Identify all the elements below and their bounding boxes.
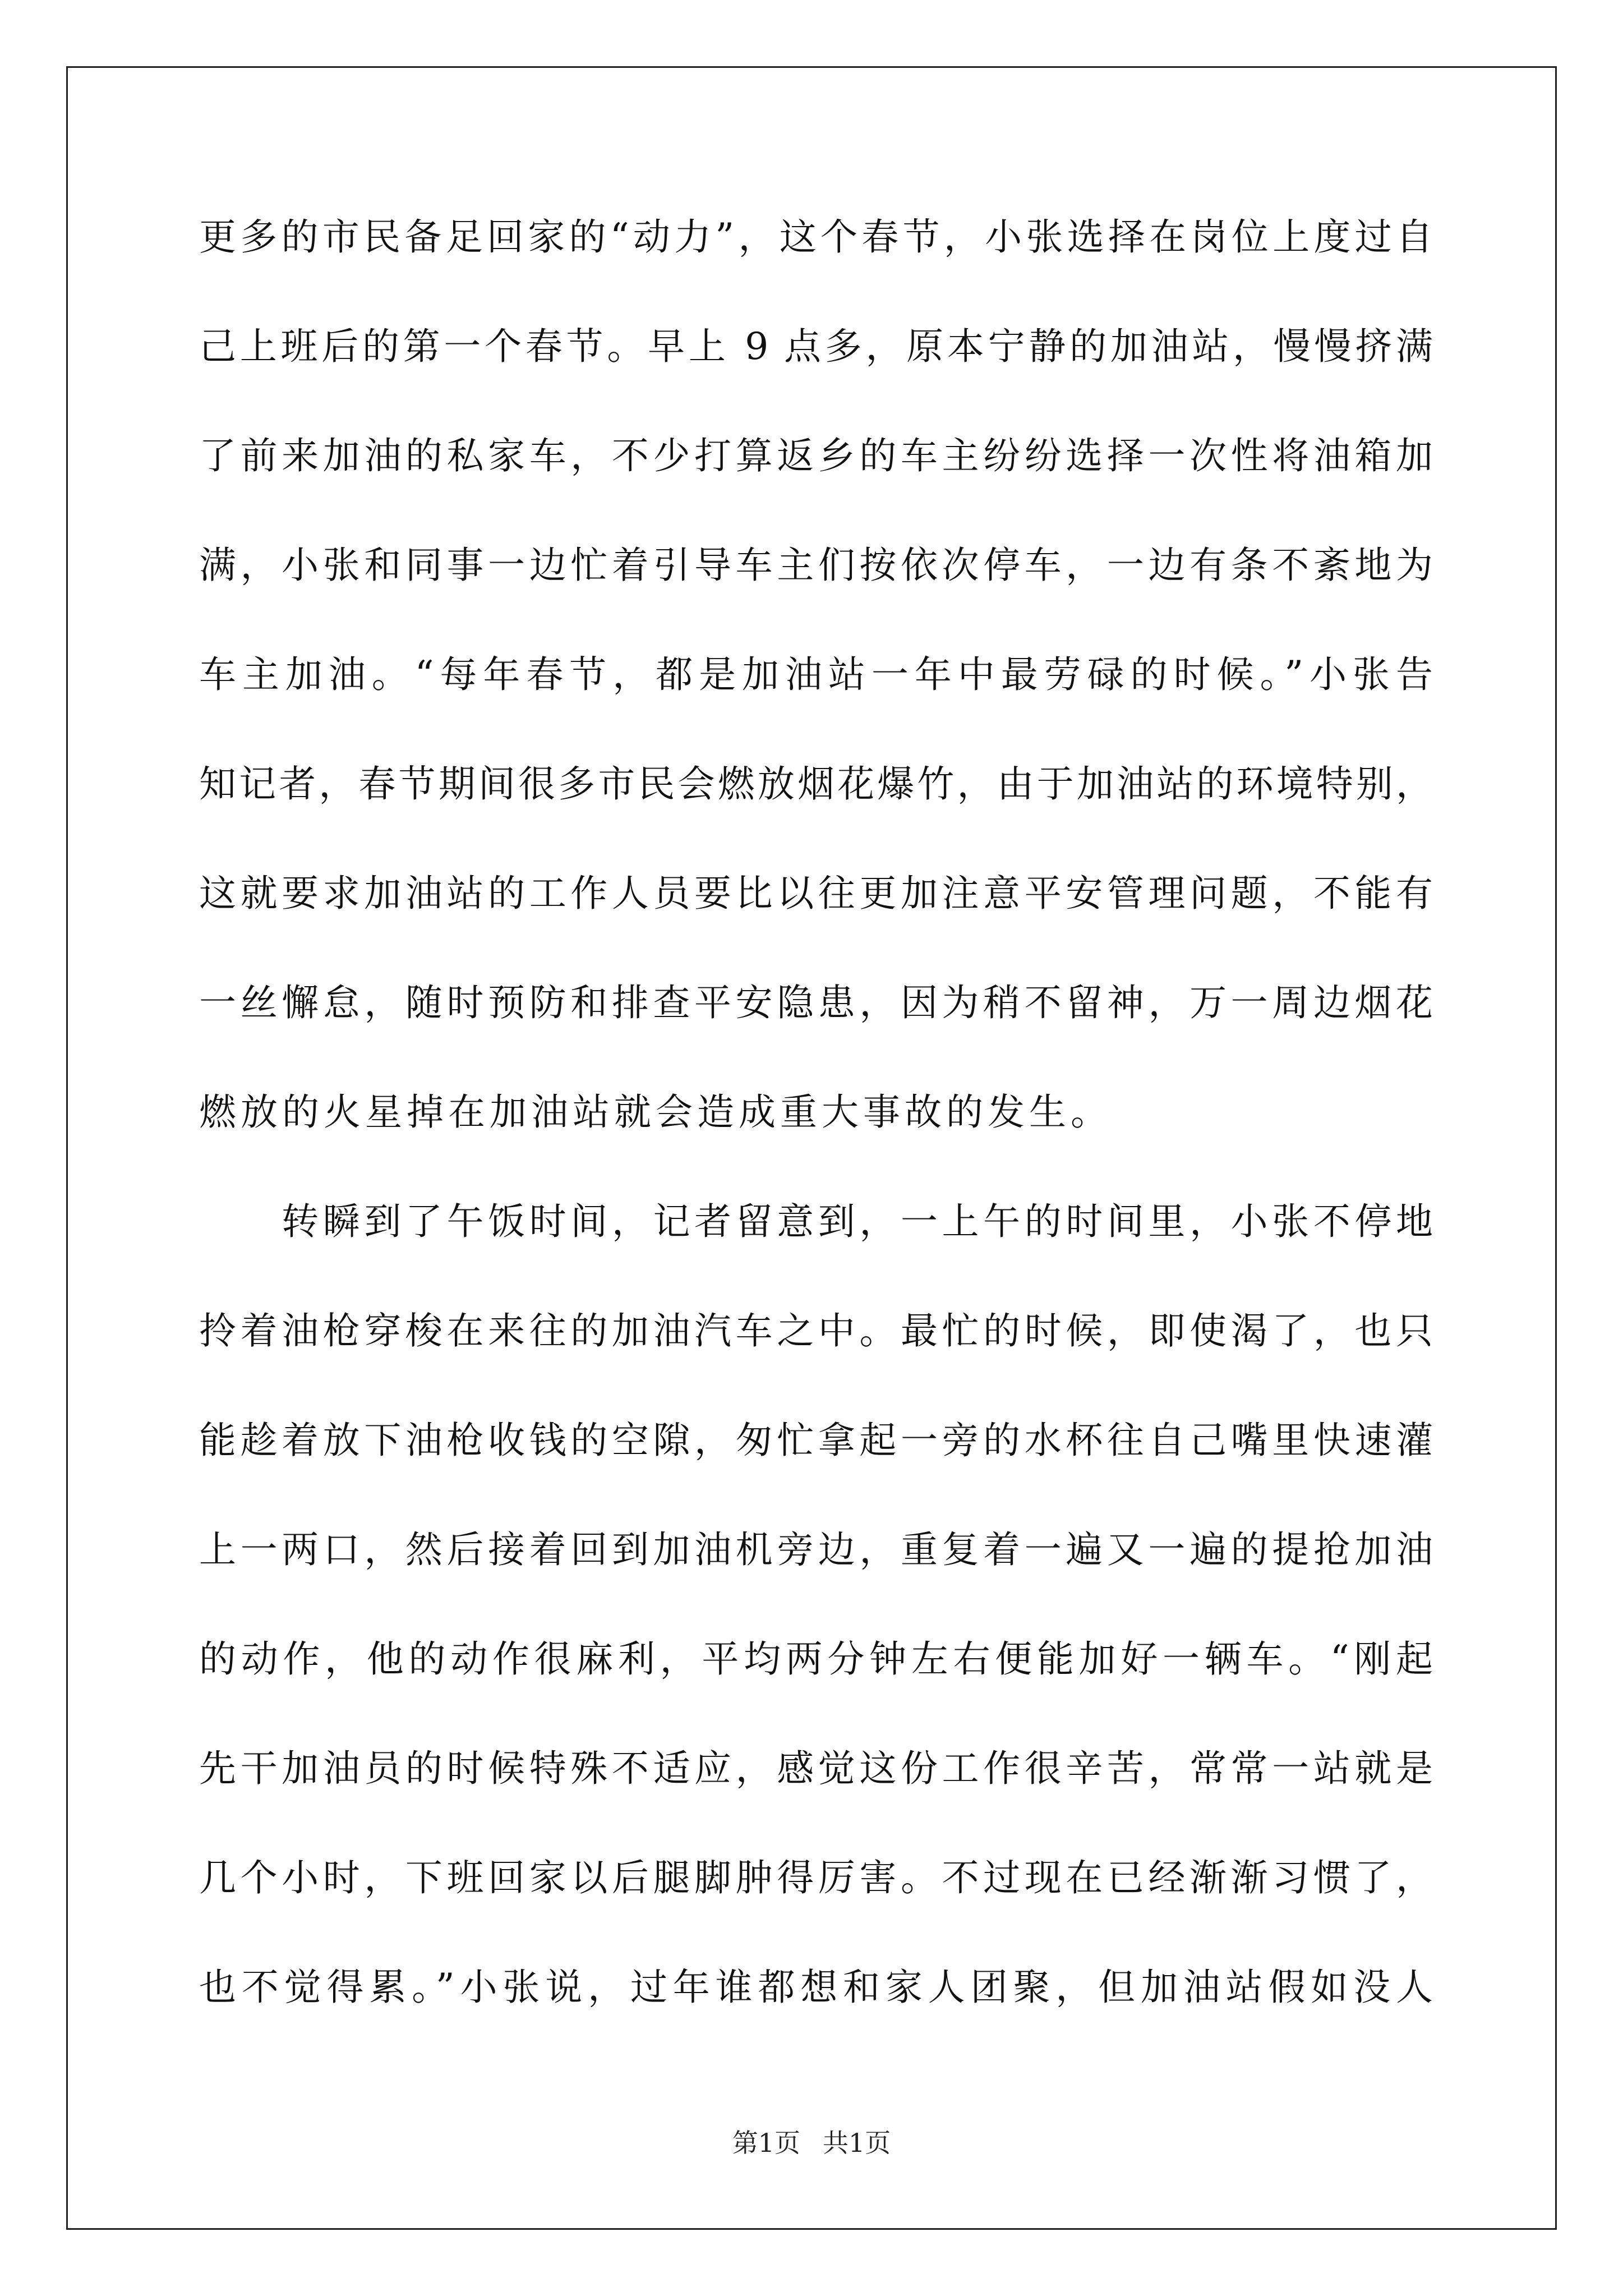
text-line: 这就要求加油站的工作人员要比以往更加注意平安管理问题，不能有	[199, 872, 1433, 915]
text-line: 满，小张和同事一边忙着引导车主们按依次停车，一边有条不紊地为	[199, 544, 1433, 587]
text-line: 转瞬到了午饭时间，记者留意到，一上午的时间里，小张不停地	[199, 1200, 1433, 1243]
text-line: 能趁着放下油枪收钱的空隙，匆忙拿起一旁的水杯往自己嘴里快速灌	[199, 1419, 1433, 1462]
text-line: 先干加油员的时候特殊不适应，感觉这份工作很辛苦，常常一站就是	[199, 1747, 1433, 1790]
text-line: 了前来加油的私家车，不少打算返乡的车主纷纷选择一次性将油箱加	[199, 434, 1433, 477]
text-line: 更多的市民备足回家的“动力”，这个春节，小张选择在岗位上度过自	[199, 215, 1433, 259]
text-line: 燃放的火星掉在加油站就会造成重大事故的发生。	[199, 1091, 1112, 1134]
text-line: 知记者，春节期间很多市民会燃放烟花爆竹，由于加油站的环境特别，	[199, 762, 1433, 806]
text-line: 的动作，他的动作很麻利，平均两分钟左右便能加好一辆车。“刚起	[199, 1637, 1433, 1681]
page-count: 共1页	[823, 2128, 891, 2158]
text-line: 己上班后的第一个春节。早上 9 点多，原本宁静的加油站，慢慢挤满	[199, 325, 1433, 368]
page-footer	[0, 2129, 1623, 2157]
page-number: 第1页	[732, 2128, 800, 2158]
text-line: 上一两口，然后接着回到加油机旁边，重复着一遍又一遍的提抢加油	[199, 1528, 1433, 1571]
text-line: 一丝懈怠，随时预防和排查平安隐患，因为稍不留神，万一周边烟花	[199, 981, 1433, 1024]
text-line: 几个小时，下班回家以后腿脚肿得厉害。不过现在已经渐渐习惯了，	[199, 1856, 1433, 1899]
document-body	[199, 215, 1433, 2077]
text-line: 车主加油。“每年春节，都是加油站一年中最劳碌的时候。”小张告	[199, 653, 1433, 696]
text-line: 拎着油枪穿梭在来往的加油汽车之中。最忙的时候，即使渴了，也只	[199, 1309, 1433, 1352]
text-line: 也不觉得累。”小张说，过年谁都想和家人团聚，但加油站假如没人	[199, 1966, 1433, 2009]
